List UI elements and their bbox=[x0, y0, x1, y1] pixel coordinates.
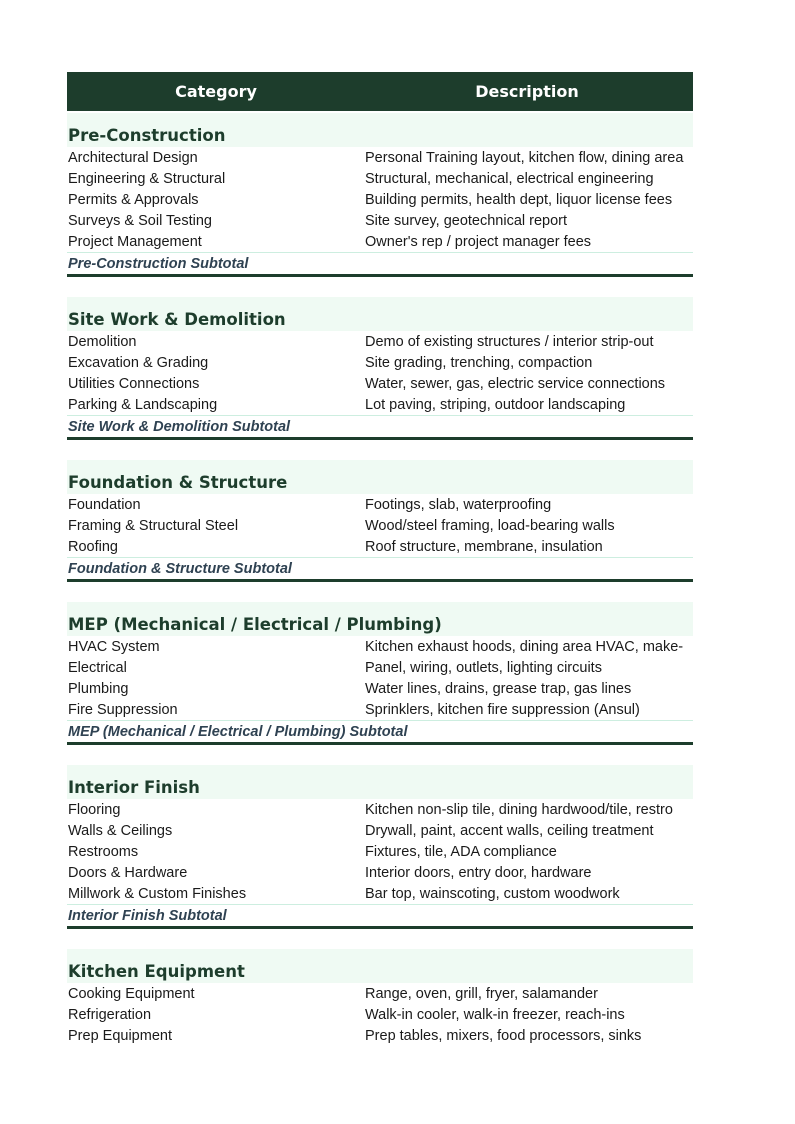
table-row bbox=[67, 394, 693, 415]
sections-container bbox=[67, 111, 693, 1046]
table-row bbox=[67, 147, 693, 168]
table-row bbox=[67, 983, 693, 1004]
table-row bbox=[67, 515, 693, 536]
table-row bbox=[67, 1025, 693, 1046]
table-row bbox=[67, 678, 693, 699]
row-category: Framing & Structural Steel bbox=[68, 517, 239, 534]
row-category: Parking & Landscaping bbox=[68, 396, 218, 413]
row-category: Permits & Approvals bbox=[68, 191, 199, 208]
table-header bbox=[67, 72, 693, 111]
section-title: Site Work & Demolition bbox=[67, 297, 693, 331]
section-title: Interior Finish bbox=[67, 765, 693, 799]
table-row bbox=[67, 636, 693, 657]
row-category: Doors & Hardware bbox=[68, 864, 188, 881]
row-description: Footings, slab, waterproofing bbox=[365, 496, 552, 513]
row-description: Prep tables, mixers, food processors, sinks bbox=[365, 1027, 642, 1044]
row-description: Kitchen non-slip tile, dining hardwood/tile, restro bbox=[365, 801, 673, 818]
table-row bbox=[67, 699, 693, 720]
row-description: Drywall, paint, accent walls, ceiling treatment bbox=[365, 822, 654, 839]
row-description: Roof structure, membrane, insulation bbox=[365, 538, 603, 555]
section-spacer bbox=[67, 277, 693, 297]
header-category: Category bbox=[175, 82, 257, 101]
row-category: Prep Equipment bbox=[68, 1027, 172, 1044]
table-row bbox=[67, 494, 693, 515]
section-spacer bbox=[67, 745, 693, 765]
row-category: Walls & Ceilings bbox=[68, 822, 173, 839]
row-category: Refrigeration bbox=[68, 1006, 152, 1023]
section bbox=[67, 277, 693, 440]
table-row bbox=[67, 820, 693, 841]
row-description: Demo of existing structures / interior strip-out bbox=[365, 333, 654, 350]
row-description: Owner's rep / project manager fees bbox=[365, 233, 592, 250]
table-row bbox=[67, 883, 693, 904]
table-row bbox=[67, 373, 693, 394]
section bbox=[67, 111, 693, 277]
table-row bbox=[67, 862, 693, 883]
row-description: Site survey, geotechnical report bbox=[365, 212, 568, 229]
table-row bbox=[67, 210, 693, 231]
row-category: Utilities Connections bbox=[68, 375, 200, 392]
section bbox=[67, 929, 693, 1046]
row-category: Excavation & Grading bbox=[68, 354, 209, 371]
row-description: Panel, wiring, outlets, lighting circuits bbox=[365, 659, 602, 676]
row-category: Restrooms bbox=[68, 843, 139, 860]
section-title: Foundation & Structure bbox=[67, 460, 693, 494]
table-row bbox=[67, 799, 693, 820]
row-category: Millwork & Custom Finishes bbox=[68, 885, 247, 902]
row-description: Bar top, wainscoting, custom woodwork bbox=[365, 885, 620, 902]
table-row bbox=[67, 189, 693, 210]
table-row bbox=[67, 231, 693, 252]
section-title: MEP (Mechanical / Electrical / Plumbing) bbox=[67, 602, 693, 636]
row-category: Fire Suppression bbox=[68, 701, 178, 718]
row-description: Water, sewer, gas, electric service connections bbox=[365, 375, 666, 392]
section-subtotal: Foundation & Structure Subtotal bbox=[67, 557, 693, 582]
row-description: Interior doors, entry door, hardware bbox=[365, 864, 592, 881]
section bbox=[67, 745, 693, 929]
row-category: Roofing bbox=[68, 538, 118, 555]
row-description: Personal Training layout, kitchen flow, dining area bbox=[365, 149, 684, 166]
table-row bbox=[67, 331, 693, 352]
row-description: Wood/steel framing, load-bearing walls bbox=[365, 517, 615, 534]
table-row bbox=[67, 841, 693, 862]
row-description: Range, oven, grill, fryer, salamander bbox=[365, 985, 598, 1002]
cost-estimate-sheet bbox=[67, 72, 693, 1046]
row-category: Project Management bbox=[68, 233, 202, 250]
section-subtotal: Pre-Construction Subtotal bbox=[67, 252, 693, 277]
row-category: HVAC System bbox=[68, 638, 160, 655]
section bbox=[67, 582, 693, 745]
row-category: Foundation bbox=[68, 496, 141, 513]
section-spacer bbox=[67, 582, 693, 602]
row-category: Cooking Equipment bbox=[68, 985, 195, 1002]
section bbox=[67, 440, 693, 582]
section-title: Kitchen Equipment bbox=[67, 949, 693, 983]
row-category: Engineering & Structural bbox=[68, 170, 226, 187]
table-row bbox=[67, 657, 693, 678]
row-category: Electrical bbox=[68, 659, 127, 676]
row-description: Sprinklers, kitchen fire suppression (Ansul) bbox=[365, 701, 640, 718]
row-category: Architectural Design bbox=[68, 149, 198, 166]
row-description: Lot paving, striping, outdoor landscaping bbox=[365, 396, 626, 413]
row-description: Water lines, drains, grease trap, gas lines bbox=[365, 680, 632, 697]
header-description: Description bbox=[475, 82, 579, 101]
table-row bbox=[67, 536, 693, 557]
row-description: Walk-in cooler, walk-in freezer, reach-ins bbox=[365, 1006, 625, 1023]
row-description: Site grading, trenching, compaction bbox=[365, 354, 593, 371]
row-category: Plumbing bbox=[68, 680, 129, 697]
row-description: Fixtures, tile, ADA compliance bbox=[365, 843, 557, 860]
section-subtotal: MEP (Mechanical / Electrical / Plumbing) Subtotal bbox=[67, 720, 693, 745]
row-description: Structural, mechanical, electrical engineering bbox=[365, 170, 654, 187]
table-row bbox=[67, 352, 693, 373]
row-category: Flooring bbox=[68, 801, 121, 818]
table-row bbox=[67, 168, 693, 189]
section-title: Pre-Construction bbox=[67, 113, 693, 147]
section-spacer bbox=[67, 929, 693, 949]
section-spacer bbox=[67, 440, 693, 460]
section-subtotal: Interior Finish Subtotal bbox=[67, 904, 693, 929]
section-subtotal: Site Work & Demolition Subtotal bbox=[67, 415, 693, 440]
row-category: Surveys & Soil Testing bbox=[68, 212, 212, 229]
row-category: Demolition bbox=[68, 333, 137, 350]
row-description: Building permits, health dept, liquor license fees bbox=[365, 191, 673, 208]
table-row bbox=[67, 1004, 693, 1025]
row-description: Kitchen exhaust hoods, dining area HVAC, make- bbox=[365, 638, 684, 655]
